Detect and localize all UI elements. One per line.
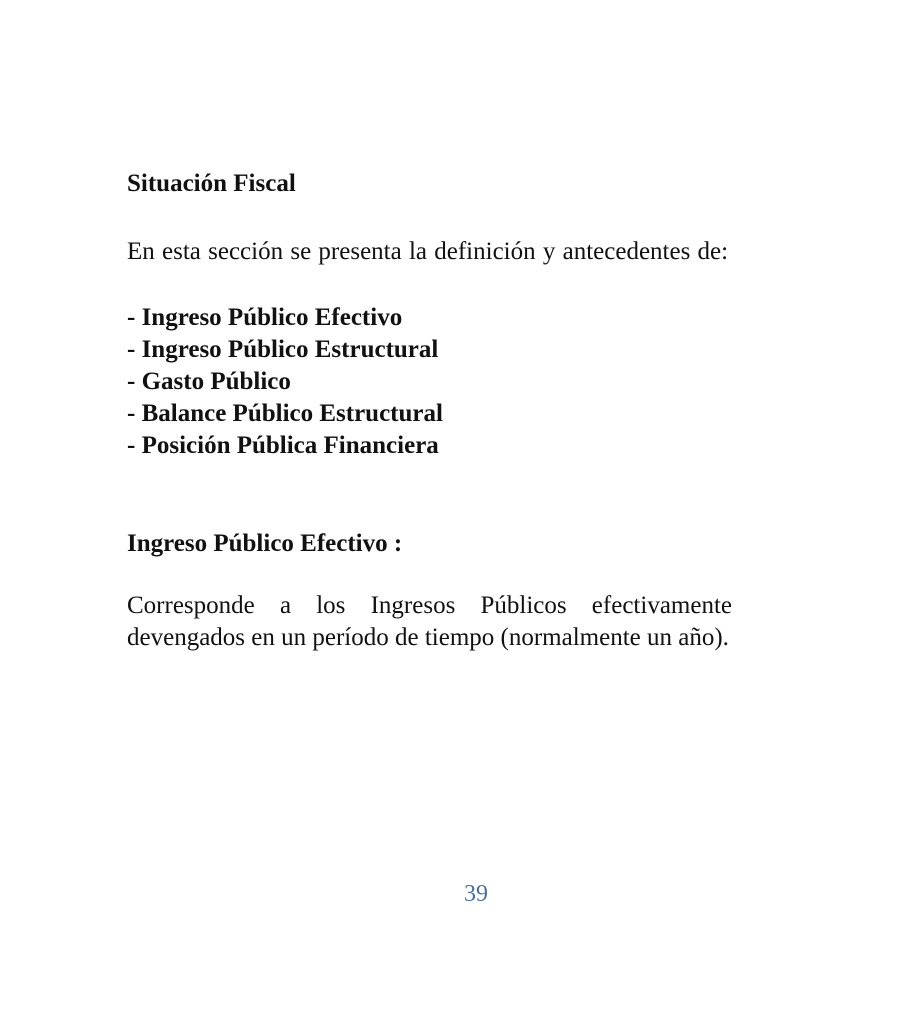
definition-paragraph: Corresponde a los Ingresos Públicos efectivamente devengados en un período de tiempo (normalmente un año). bbox=[127, 592, 732, 651]
section-title: Situación Fiscal bbox=[127, 170, 296, 197]
page-number: 39 bbox=[464, 881, 488, 907]
topic-item: - Ingreso Público Estructural bbox=[127, 336, 439, 363]
topic-item: - Balance Público Estructural bbox=[127, 400, 443, 427]
topic-list bbox=[127, 302, 443, 462]
topic-item: - Posición Pública Financiera bbox=[127, 432, 439, 459]
topic-item: - Gasto Público bbox=[127, 368, 291, 395]
subsection-title: Ingreso Público Efectivo : bbox=[127, 530, 403, 557]
section-intro: En esta sección se presenta la definición y antecedentes de: bbox=[127, 238, 729, 265]
topic-item: - Ingreso Público Efectivo bbox=[127, 304, 403, 331]
